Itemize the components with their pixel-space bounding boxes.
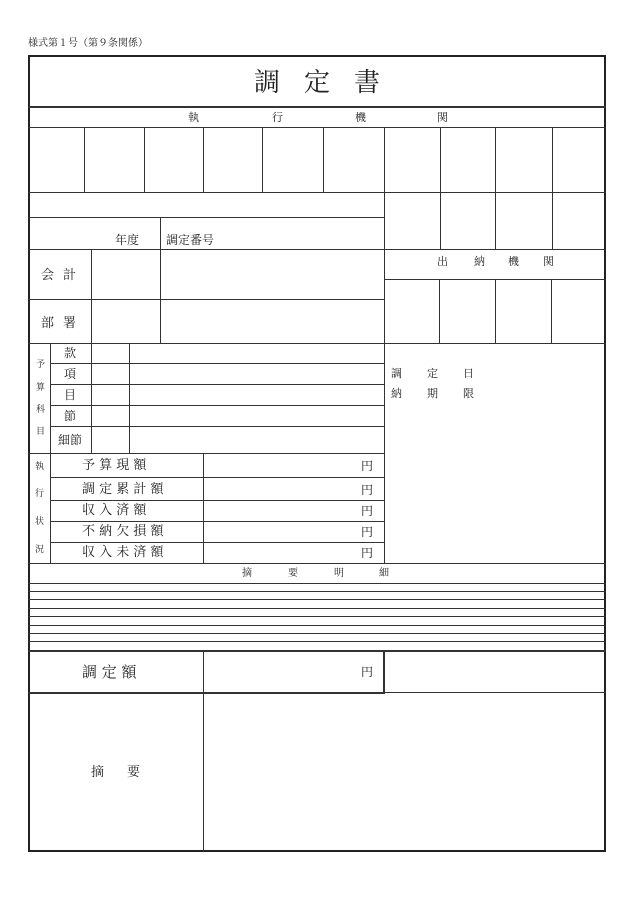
rule xyxy=(144,127,145,192)
rule xyxy=(552,127,553,249)
rule xyxy=(262,127,263,192)
cashier-agency-char-1: 出 xyxy=(437,255,448,268)
summary-detail-char-1: 摘 xyxy=(242,568,252,579)
adjustment-number-label: 調定番号 xyxy=(166,233,215,247)
rule xyxy=(495,279,496,343)
rule xyxy=(28,641,606,642)
rule xyxy=(50,426,384,427)
execution-status-char-1: 執 xyxy=(35,462,45,472)
title-char-1: 調 xyxy=(254,68,281,98)
title-char-3: 書 xyxy=(354,68,381,98)
summary-detail-char-3: 明 xyxy=(334,568,344,579)
budget-subject-char-4: 目 xyxy=(36,427,46,437)
rule xyxy=(129,343,130,453)
status-row-label: 収 入 未 済 額 xyxy=(82,545,164,560)
executing-agency-char-3: 機 xyxy=(355,111,366,124)
payment-deadline-char-1: 納 xyxy=(391,387,402,400)
adjustment-date-char-3: 日 xyxy=(463,367,474,380)
rule xyxy=(50,384,384,385)
rule xyxy=(28,583,606,584)
rule xyxy=(28,453,384,454)
adjustment-date-char-2: 定 xyxy=(427,367,438,380)
budget-item-saisetsu: 細節 xyxy=(58,433,83,447)
cashier-agency-char-2: 納 xyxy=(474,255,485,268)
title-char-2: 定 xyxy=(304,68,331,98)
rule xyxy=(50,542,384,543)
rule xyxy=(160,249,161,343)
adjustment-amount-label: 調 定 額 xyxy=(82,663,137,681)
rule xyxy=(50,477,384,478)
summary-detail-char-4: 細 xyxy=(379,568,389,579)
rule xyxy=(28,616,606,617)
budget-subject-char-1: 予 xyxy=(36,360,46,370)
department-char-2: 署 xyxy=(63,316,77,331)
accounting-char-1: 会 xyxy=(41,268,55,283)
rule xyxy=(160,217,161,249)
rule xyxy=(50,521,384,522)
rule xyxy=(50,405,384,406)
rule xyxy=(323,127,324,192)
status-row-label: 予 算 現 額 xyxy=(82,458,147,473)
payment-deadline-char-2: 期 xyxy=(427,387,438,400)
budget-subject-char-3: 科 xyxy=(36,405,46,415)
rule xyxy=(50,500,384,501)
payment-deadline-char-3: 限 xyxy=(463,387,474,400)
rule xyxy=(28,249,606,250)
rule xyxy=(28,343,606,344)
rule xyxy=(28,692,384,694)
budget-item-moku: 目 xyxy=(64,388,77,402)
rule xyxy=(383,650,385,694)
rule xyxy=(28,633,606,634)
rule xyxy=(203,453,204,563)
status-row-unit: 円 xyxy=(361,459,374,473)
status-row-label: 不 納 欠 損 額 xyxy=(82,524,164,539)
rule xyxy=(91,249,92,343)
rule xyxy=(28,299,384,300)
execution-status-char-4: 況 xyxy=(35,545,45,555)
remarks-char-2: 要 xyxy=(127,765,141,780)
rule xyxy=(28,563,606,564)
execution-status-char-3: 状 xyxy=(35,517,45,527)
rule xyxy=(84,127,85,192)
rule xyxy=(28,591,606,592)
rule xyxy=(91,343,92,453)
rule xyxy=(28,599,606,600)
executing-agency-char-2: 行 xyxy=(272,111,283,124)
rule xyxy=(28,217,384,218)
rule xyxy=(50,343,51,563)
cashier-agency-char-3: 機 xyxy=(508,255,519,268)
rule xyxy=(551,279,552,343)
rule xyxy=(50,363,384,364)
rule xyxy=(440,127,441,249)
budget-subject-char-2: 算 xyxy=(36,383,46,393)
executing-agency-char-1: 執 xyxy=(188,111,199,124)
rule xyxy=(28,608,606,609)
form-label: 様式第１号（第９条関係） xyxy=(28,38,148,49)
department-char-1: 部 xyxy=(41,316,55,331)
cashier-agency-char-4: 関 xyxy=(543,255,554,268)
budget-item-kou: 項 xyxy=(64,367,77,381)
status-row-unit: 円 xyxy=(361,504,374,518)
rule xyxy=(203,127,204,192)
rule xyxy=(495,127,496,249)
accounting-char-2: 計 xyxy=(63,268,77,283)
status-row-unit: 円 xyxy=(361,525,374,539)
budget-item-setsu: 節 xyxy=(64,409,77,423)
rule xyxy=(384,127,385,563)
status-row-unit: 円 xyxy=(361,546,374,560)
rule xyxy=(28,192,606,193)
status-row-label: 収 入 済 額 xyxy=(82,503,147,518)
budget-item-kan: 款 xyxy=(64,346,77,360)
status-row-label: 調 定 累 計 額 xyxy=(82,482,164,497)
fiscal-year-label: 年度 xyxy=(115,233,140,247)
rule xyxy=(28,650,606,652)
rule xyxy=(28,127,606,128)
rule xyxy=(439,279,440,343)
remarks-char-1: 摘 xyxy=(91,765,105,780)
rule xyxy=(28,625,606,626)
rule xyxy=(384,692,606,693)
adjustment-amount-unit: 円 xyxy=(361,665,374,679)
summary-detail-char-2: 要 xyxy=(288,568,298,579)
executing-agency-char-4: 関 xyxy=(437,111,448,124)
execution-status-char-2: 行 xyxy=(35,489,45,499)
adjustment-date-char-1: 調 xyxy=(391,367,402,380)
rule xyxy=(203,650,204,852)
status-row-unit: 円 xyxy=(361,483,374,497)
rule xyxy=(28,106,606,108)
